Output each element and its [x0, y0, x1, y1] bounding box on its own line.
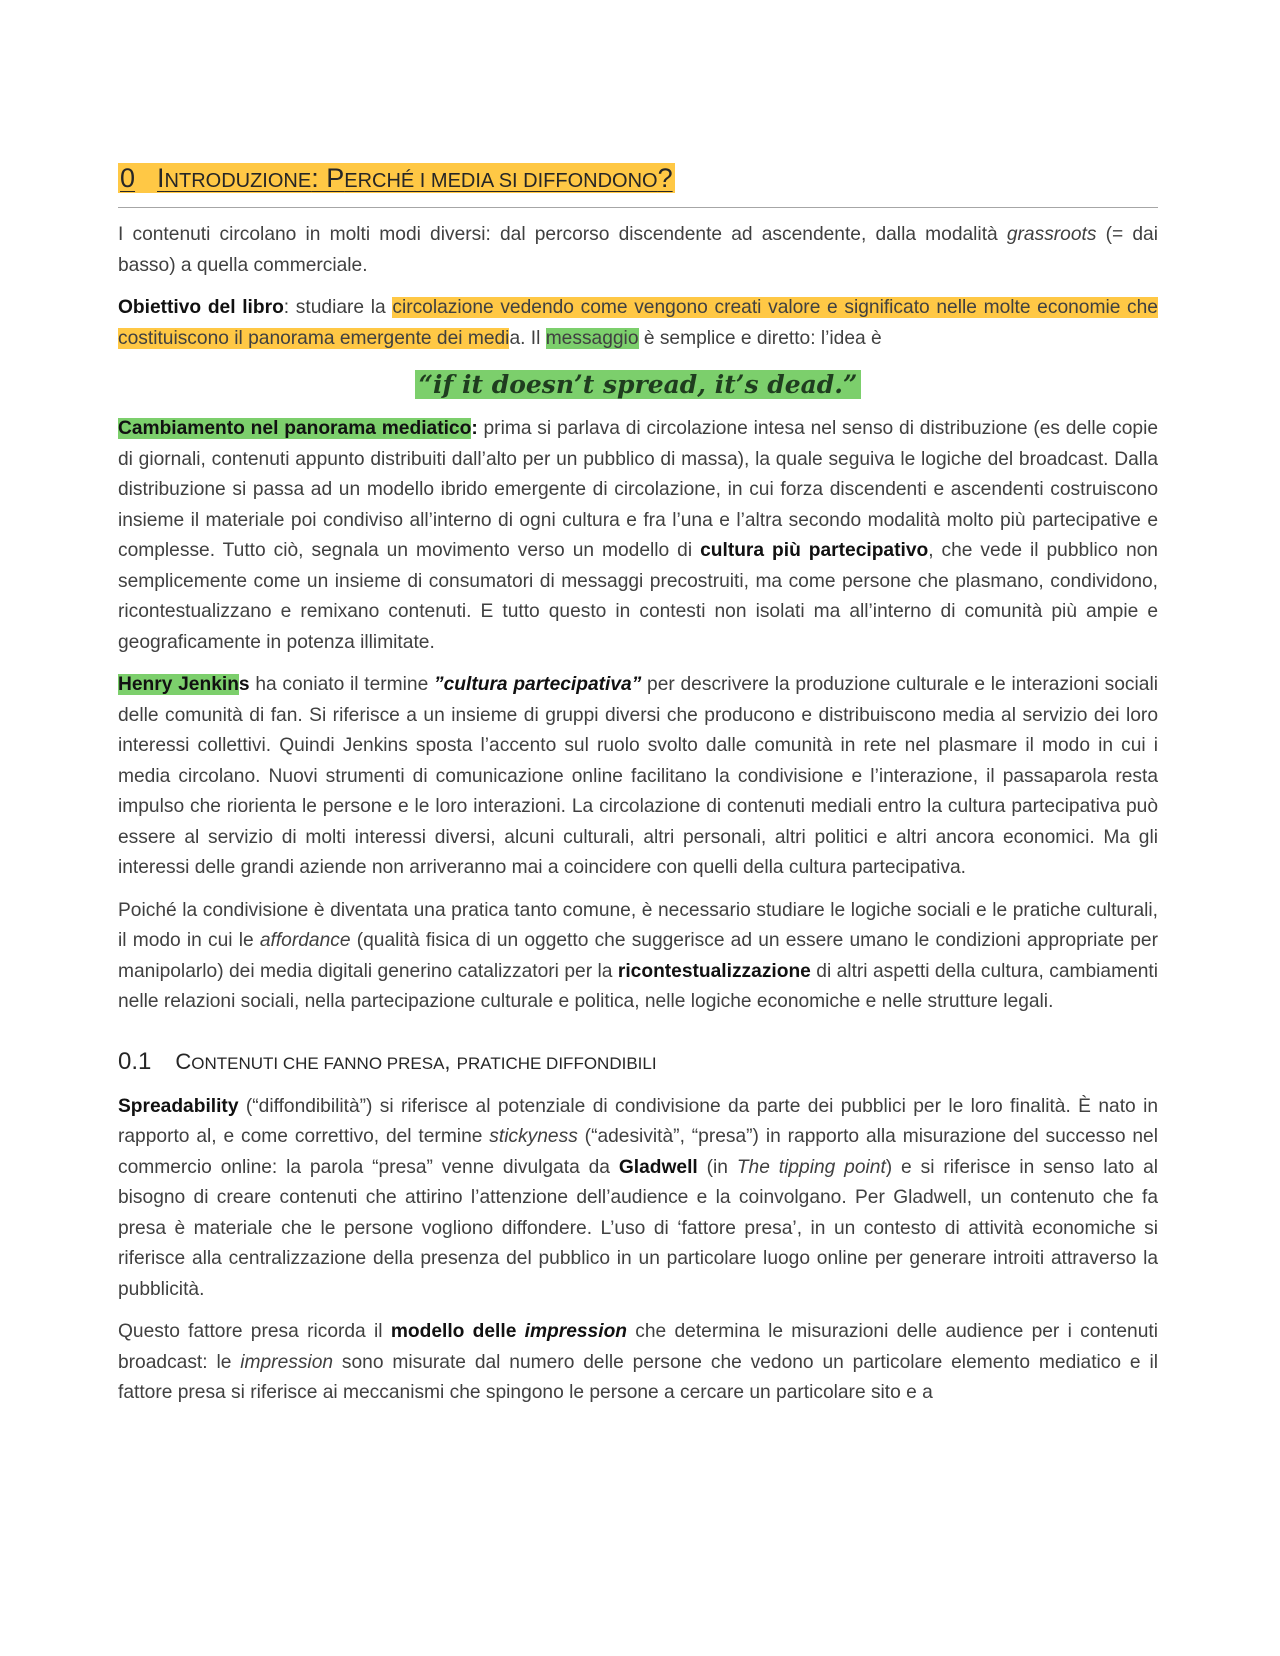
heading-level-2: 0.1 CONTENUTI CHE FANNO PRESA, PRATICHE DIFFONDIBILI: [118, 1047, 657, 1075]
objective-label: Obiettivo del libro: [118, 297, 284, 318]
heading-level-1: [118, 158, 1158, 208]
heading-number: 0.1: [118, 1047, 152, 1075]
yellow-highlight: circolazione vedendo come vengono creati valore e significato nelle molte economie che costituiscono il panorama emergente dei medi: [118, 297, 1158, 349]
paragraph-impression: Questo fattore presa ricorda il modello delle impression che determina le misurazioni delle audience per i contenuti broadcast: le impression sono misurate dal numero delle persone che vedono un particolare elemento mediatico e il fattore presa si riferisce ai meccanismi che spingono le persone a cercare un particolare sito e a: [118, 1321, 1158, 1403]
document-page: [118, 150, 1158, 1421]
paragraph-jenkins: Henry Jenkins ha coniato il termine ”cultura partecipativa” per descrivere la produzione culturale e le interazioni sociali delle comunità di fan. Si riferisce a un insieme di gruppi diversi che producono e distribuiscono media al servizio dei loro interessi collettivi. Quindi Jenkins sposta l’accento sul ruolo svolto dalle comunità in rete nel plasmare il modo in cui i media circolano. Nuovi strumenti di comunicazione online facilitano la condivisione e l’interazione, il passaparola resta impulso che riorienta le persone e le loro interazioni. La circolazione di contenuti mediali entro la cultura partecipativa può essere al servizio di molti interessi diversi, alcuni culturali, altri personali, altri politici e altri ancora economici. Ma gli interessi delle grandi aziende non arriveranno mai a coincidere con quelli della cultura partecipativa.: [118, 674, 1158, 878]
media-change-label: Cambiamento nel panorama mediatico: [118, 418, 472, 439]
paragraph-spreadability: Spreadability (“diffondibilità”) si riferisce al potenziale di condivisione da parte dei pubblici per le loro finalità. È nato in rapporto al, e come correttivo, del termine stickyness (“adesività”, “presa”) in rapporto alla misurazione del successo nel commercio online: la parola “presa” venne divulgata da Gladwell (in The tipping point) e si riferisce in senso lato al bisogno di creare contenuti che attirino l’attenzione dell’audience e la coinvolgano. Per Gladwell, un contenuto che fa presa è materiale che le persone vogliono diffondere. L’uso di ‘fattore presa’, in un contesto di attività economiche si riferisce alla centralizzazione della presenza del pubblico in un particolare luogo online per generare introiti attraverso la pubblicità.: [118, 1095, 1159, 1300]
heading-highlight: 0 INTRODUZIONE: PERCHÉ I MEDIA SI DIFFONDONO?: [120, 163, 673, 193]
paragraph-objective: Obiettivo del libro: studiare la circolazione vedendo come vengono creati valore e significato nelle molte economie che costituiscono il panorama emergente dei media. Il messaggio è semplice e diretto: l’idea è: [118, 297, 1158, 349]
heading-number: 0: [120, 163, 136, 193]
paragraph-media-change: Cambiamento nel panorama mediatico: prima si parlava di circolazione intesa nel senso di distribuzione (es delle copie di giornali, contenuti appunto distribuiti dall’alto per un pubblico di massa), la quale seguiva le logiche del broadcast. Dalla distribuzione si passa ad un modello ibrido emergente di circolazione, in cui forza discendenti e ascendenti costruiscono insieme il materiale poi condiviso all’interno di ogni cultura e fra l’una e l’altra secondo modalità molto più partecipative e complesse. Tutto ciò, segnala un movimento verso un modello di cultura più partecipativo, che vede il pubblico non semplicemente come un insieme di consumatori di messaggi precostruiti, ma come persone che plasmano, condividono, ricontestualizzano e remixano contenuti. E tutto questo in contesti non isolati ma all’interno di comunità più ampie e geograficamente in potenza illimitate.: [118, 418, 1159, 653]
jenkins-label: Henry Jenkin: [118, 674, 239, 695]
green-highlight: messaggio: [545, 327, 639, 349]
paragraph-sharing: Poiché la condivisione è diventata una pratica tanto comune, è necessario studiare le logiche sociali e le pratiche culturali, il modo in cui le affordance (qualità fisica di un oggetto che suggerisce ad un essere umano le condizioni appropriate per manipolarlo) dei media digitali generino catalizzatori per la ricontestualizzazione di altri aspetti della cultura, cambiamenti nelle relazioni sociali, nella partecipazione culturale e politica, nelle logiche economiche e nelle strutture legali.: [118, 899, 1159, 1012]
pull-quote: “if it doesn’t spread, it’s dead.”: [118, 366, 1158, 404]
paragraph-intro: I contenuti circolano in molti modi diversi: dal percorso discendente ad ascendente, dalla modalità grassroots (= dai basso) a quella commerciale.: [118, 224, 1158, 276]
